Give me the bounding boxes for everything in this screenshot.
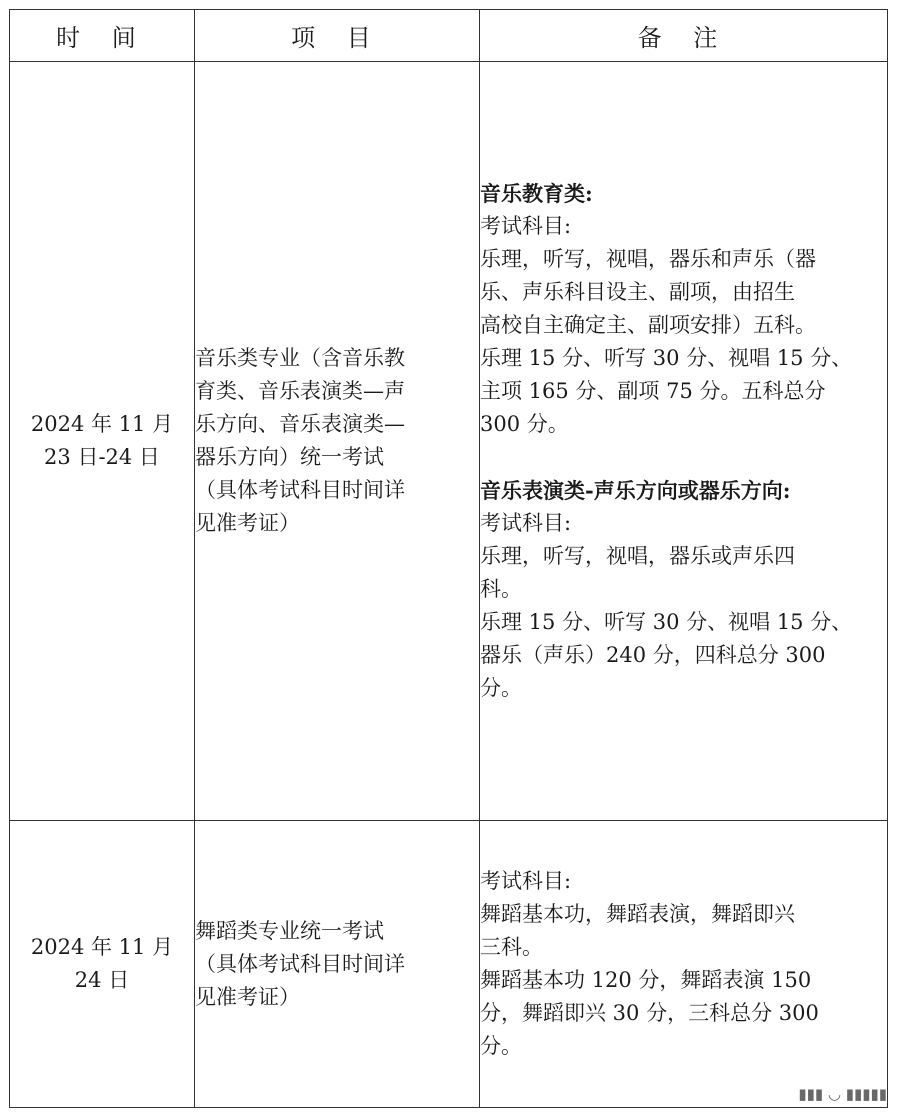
project-line: （具体考试科目时间详 [195, 478, 405, 502]
notes-spacer [480, 441, 887, 474]
notes-line: 乐理 15 分、听写 30 分、视唱 15 分、 [480, 346, 853, 370]
notes-line: 分。 [480, 676, 522, 700]
project-cell [195, 62, 480, 821]
notes-line: 乐、声乐科目设主、副项，由招生 [480, 280, 795, 304]
header-notes: 备 注 [480, 10, 888, 62]
notes-line: 考试科目: [480, 511, 572, 535]
table-header-row [10, 10, 888, 62]
header-time: 时 间 [10, 10, 195, 62]
notes-line: 科。 [480, 577, 522, 601]
project-line: 舞蹈类专业统一考试 [195, 918, 384, 943]
notes-line: 主项 165 分、副项 75 分。五科总分 [480, 379, 826, 403]
notes-line: 分，舞蹈即兴 30 分，三科总分 300 [480, 1001, 819, 1025]
project-cell [195, 821, 480, 1108]
notes-section-title: 音乐表演类-声乐方向或器乐方向: [480, 478, 791, 503]
time-cell [10, 821, 195, 1108]
project-line: 育类、音乐表演类—声 [195, 379, 405, 403]
project-line: 器乐方向）统一考试 [195, 445, 384, 469]
table-row [10, 62, 888, 821]
project-line: 乐方向、音乐表演类— [195, 412, 405, 436]
exam-schedule-table [9, 9, 888, 1108]
notes-section-title: 音乐教育类: [480, 181, 593, 206]
table-row [10, 821, 888, 1108]
notes-line: 高校自主确定主、副项安排）五科。 [480, 313, 816, 337]
time-line: 2024 年 11 月 [30, 412, 174, 436]
watermark-icon: ▮▮▮ ◡ ▮▮▮▮▮ [798, 1085, 887, 1103]
notes-line: 乐理 15 分、听写 30 分、视唱 15 分、 [480, 610, 853, 634]
project-line: （具体考试科目时间详 [195, 951, 405, 976]
time-line: 2024 年 11 月 [30, 935, 174, 959]
time-line: 24 日 [74, 968, 130, 992]
notes-line: 三科。 [480, 935, 543, 959]
notes-line: 舞蹈基本功，舞蹈表演，舞蹈即兴 [480, 902, 795, 926]
header-project: 项 目 [195, 10, 480, 62]
project-line: 音乐类专业（含音乐教 [195, 346, 405, 370]
project-line: 见准考证） [195, 511, 300, 535]
time-line: 23 日-24 日 [44, 445, 160, 469]
notes-line: 乐理，听写，视唱，器乐和声乐（器 [480, 247, 816, 271]
time-cell [10, 62, 195, 821]
notes-line: 乐理，听写，视唱，器乐或声乐四 [480, 544, 795, 568]
notes-line: 考试科目: [480, 869, 572, 893]
notes-cell [480, 821, 888, 1108]
project-line: 见准考证） [195, 984, 300, 1009]
notes-line: 分。 [480, 1034, 522, 1058]
notes-line: 考试科目: [480, 214, 572, 238]
notes-line: 舞蹈基本功 120 分，舞蹈表演 150 [480, 968, 812, 992]
notes-cell [480, 62, 888, 821]
notes-line: 300 分。 [480, 412, 569, 436]
notes-line: 器乐（声乐）240 分，四科总分 300 [480, 643, 826, 667]
